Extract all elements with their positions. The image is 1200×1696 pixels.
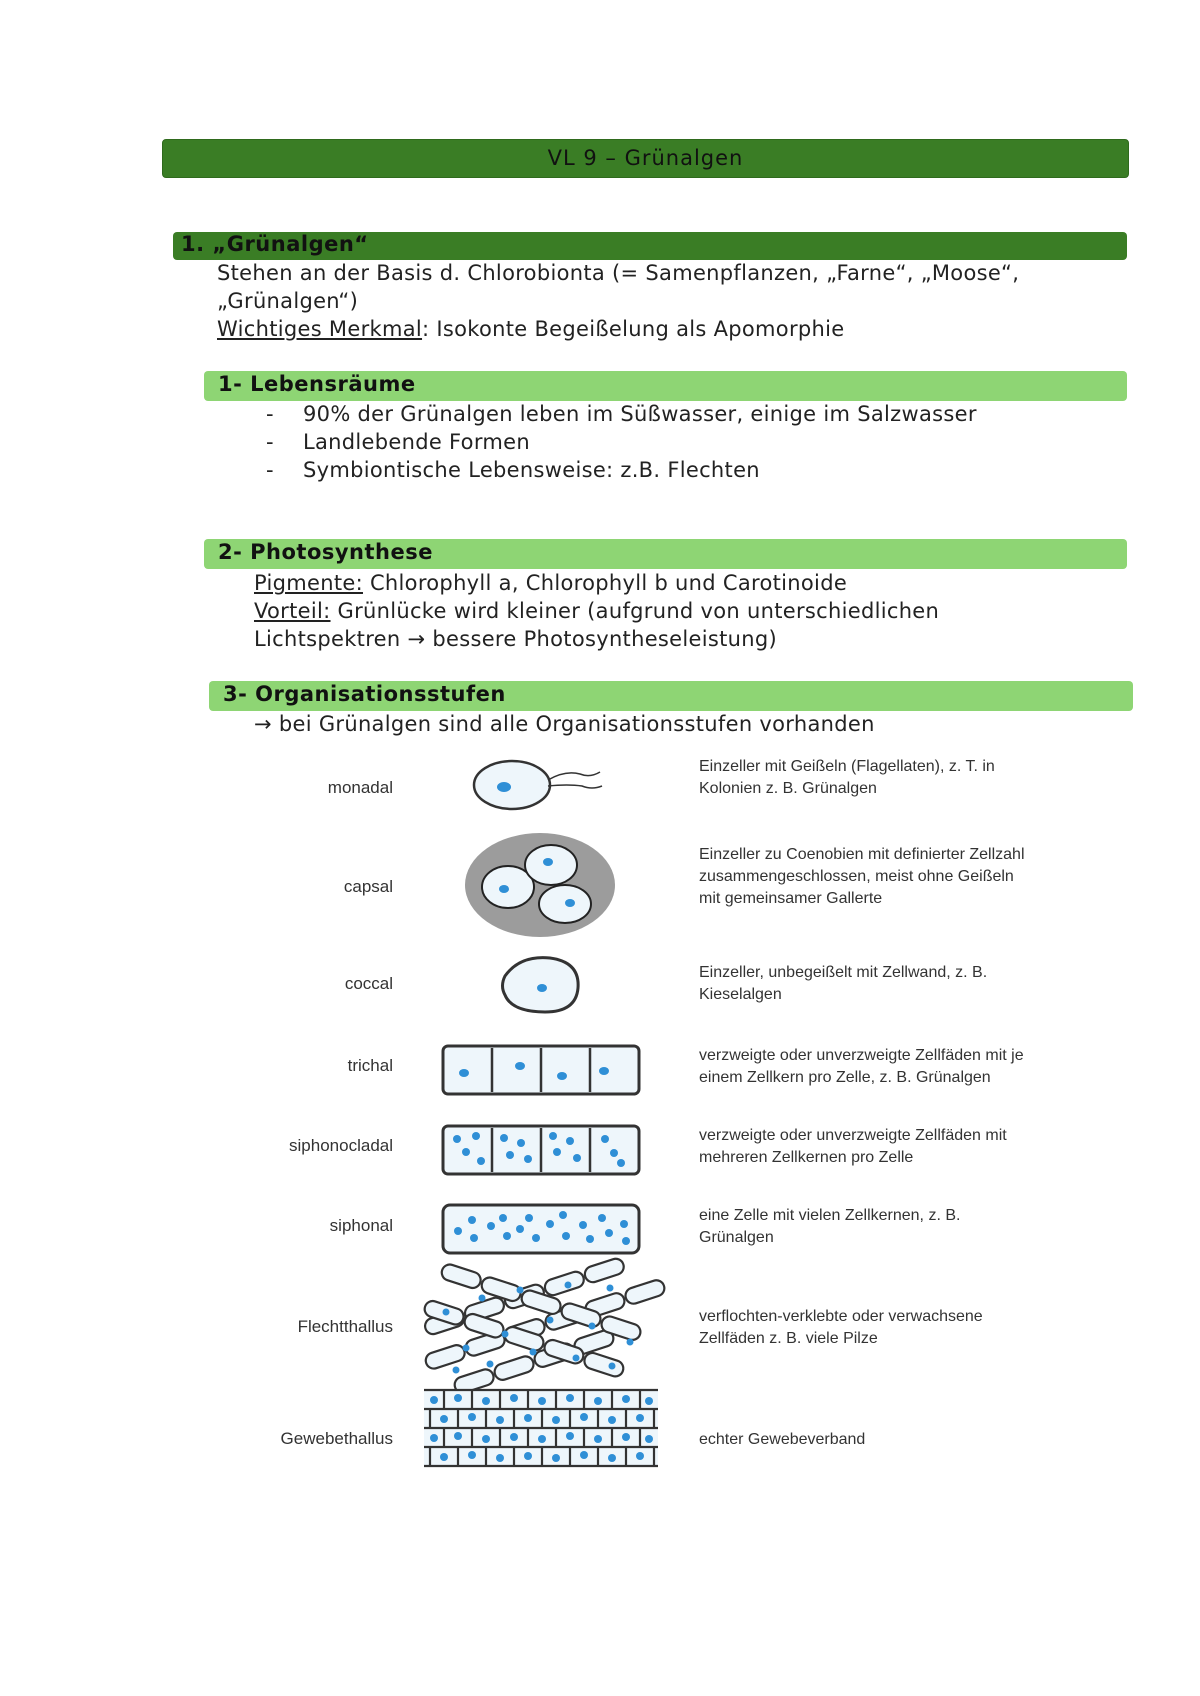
- desc-line: Einzeller zu Coenobien mit definierter Zellzahl: [699, 846, 1025, 863]
- siphonocladal-filament-icon: [443, 1126, 639, 1174]
- page-title: VL 9 – Grünalgen: [547, 146, 744, 170]
- section-heading-organisationsstufen: [209, 681, 1133, 711]
- vorteil-line-2: Lichtspektren → bessere Photosyntheseleistung): [254, 627, 777, 651]
- desc-line: mehreren Zellkernen pro Zelle: [699, 1149, 914, 1166]
- desc-line: Einzeller, unbegeißelt mit Zellwand, z. B.: [699, 964, 988, 981]
- section-heading-text: 3- Organisationsstufen: [223, 682, 506, 706]
- vorteil-line: [254, 599, 939, 623]
- desc-line: verflochten-verklebte oder verwachsene: [699, 1308, 983, 1325]
- row-label-coccal: coccal: [344, 974, 393, 993]
- desc-line: zusammengeschlossen, meist ohne Geißeln: [699, 868, 1014, 885]
- row-label-gewebethallus: Gewebethallus: [280, 1429, 393, 1448]
- bullet-dash: -: [266, 402, 274, 426]
- desc-line: Grünalgen: [699, 1229, 774, 1246]
- organisation-illustrations: [250, 750, 1070, 1480]
- organisation-figure: [250, 750, 1070, 1480]
- pigment-text: Chlorophyll a, Chlorophyll b und Carotinoide: [362, 571, 848, 595]
- row-label-flechtthallus: Flechtthallus: [297, 1317, 393, 1336]
- title-bar: [162, 139, 1129, 178]
- row-label-trichal: trichal: [347, 1056, 393, 1075]
- row-label-monadal: monadal: [327, 778, 393, 797]
- list-item: 90% der Grünalgen leben im Süßwasser, einige im Salzwasser: [303, 402, 977, 426]
- desc-line: Kolonien z. B. Grünalgen: [699, 780, 877, 797]
- desc-line: eine Zelle mit vielen Zellkernen, z. B.: [699, 1207, 961, 1224]
- intro-line-1: Stehen an der Basis d. Chlorobionta (= Samenpflanzen, „Farne“, „Moose“,: [217, 261, 1020, 285]
- row-label-capsal: capsal: [343, 877, 393, 896]
- trichal-filament-icon: [443, 1046, 639, 1094]
- desc-line: mit gemeinsamer Gallerte: [699, 890, 883, 907]
- feature-text: : Isokonte Begeißelung als Apomorphie: [422, 317, 845, 341]
- siphonal-cell-icon: [443, 1205, 639, 1253]
- bullet-dash: -: [266, 458, 274, 482]
- section-heading-text: 2- Photosynthese: [218, 540, 433, 564]
- feature-label: Wichtiges Merkmal: [217, 317, 423, 341]
- desc-line: Kieselalgen: [699, 986, 782, 1003]
- section-heading-text: 1. „Grünalgen“: [181, 232, 369, 256]
- desc-line: verzweigte oder unverzweigte Zellfäden mit: [699, 1127, 1007, 1144]
- list-item: Symbiontische Lebensweise: z.B. Flechten: [303, 458, 760, 482]
- coccal-cell-icon: [503, 958, 579, 1012]
- section-heading-lebensraeume: [204, 371, 1127, 401]
- capsal-colony-icon: [465, 833, 615, 937]
- vorteil-label: Vorteil:: [254, 599, 331, 623]
- monadal-cell-icon: [474, 761, 602, 809]
- feature-line: [217, 317, 844, 341]
- row-label-siphonal: siphonal: [329, 1216, 393, 1235]
- organisation-intro: → bei Grünalgen sind alle Organisationsstufen vorhanden: [254, 712, 875, 736]
- intro-line-2: „Grünalgen“): [217, 289, 359, 313]
- section-heading-text: 1- Lebensräume: [218, 372, 416, 396]
- flechtthallus-icon: [414, 1247, 677, 1401]
- section-heading-photosynthese: [204, 539, 1127, 569]
- bullet-dash: -: [266, 430, 274, 454]
- list-item: Landlebende Formen: [303, 430, 530, 454]
- desc-line: Einzeller mit Geißeln (Flagellaten), z. T. in: [699, 758, 995, 775]
- vorteil-text: Grünlücke wird kleiner (aufgrund von unterschiedlichen: [330, 599, 940, 623]
- desc-line: einem Zellkern pro Zelle, z. B. Grünalgen: [699, 1069, 991, 1086]
- section-heading-gruenalgen: [173, 232, 1127, 260]
- desc-line: echter Gewebeverband: [699, 1431, 866, 1448]
- desc-line: Zellfäden z. B. viele Pilze: [699, 1330, 878, 1347]
- desc-line: verzweigte oder unverzweigte Zellfäden mit je: [699, 1047, 1024, 1064]
- pigment-line: [254, 571, 847, 595]
- row-label-siphonocladal: siphonocladal: [289, 1136, 393, 1155]
- pigment-label: Pigmente:: [254, 571, 363, 595]
